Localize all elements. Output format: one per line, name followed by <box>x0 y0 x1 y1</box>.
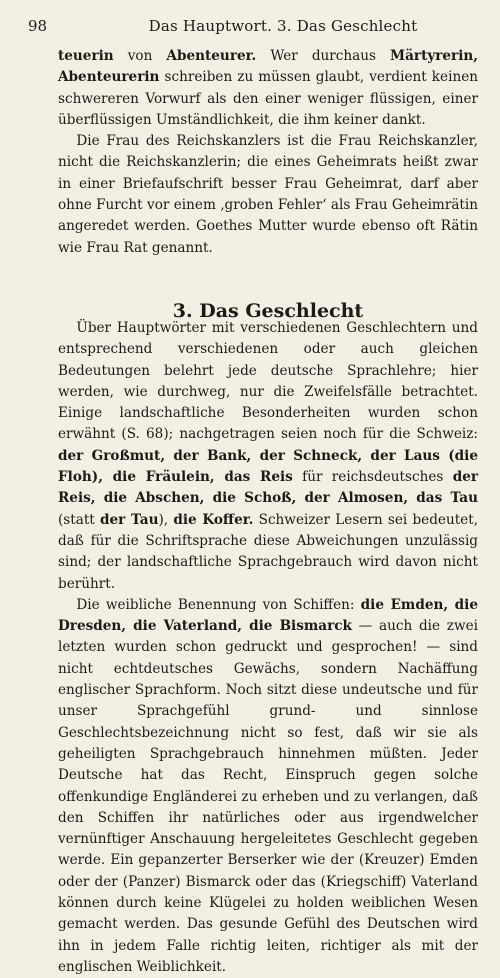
paragraph-3 <box>58 318 478 595</box>
text-run: Schweizer Lesern sei bedeutet, daß für die Schriftsprache diese Abweichungen unzulässig sind; der landschaftliche Sprachgebrauch wird davon nicht berührt. <box>58 511 479 592</box>
text-run: ), <box>158 511 174 528</box>
section-heading: 3. Das Geschlecht <box>172 300 364 322</box>
text-run: (statt <box>58 511 101 528</box>
paragraph-1 <box>58 46 478 131</box>
text-run: von <box>113 48 167 64</box>
text-block-top <box>58 46 478 259</box>
paragraph-4 <box>58 595 478 978</box>
bold-examples: der Großmut, der Bank, der Schneck, der Laus (die Floh), die Fräulein, das Reis <box>58 447 478 486</box>
text-run: — auch die zwei letzten wurden schon gedruckt und gesprochen! — sind nicht echtdeutsches Gewächs, sondern Nachäffung englischer Sprachform. Noch sitzt diese undeutsche und für unser Sprachgefühl grund- und sinnlose Geschlechtsbezeichnung nicht so fest, daß wir sie als geheiligten Sprachgebrauch hinnehmen müßten. Jeder Deutsche hat das Recht, Einspruch gegen solche offenkundige Engländerei zu erheben und zu verlangen, daß den Schiffen ihr natürliches oder aus irgendwelcher vernünftiger Anschauung hergeleitetes Geschlecht gegeben werde. Ein gepanzerter Berserker wie der (Kreuzer) Emden oder der (Panzer) Bismarck oder das (Kriegschiff) Vaterland können durch keine Klügelei zu holden weiblichen Wesen gemacht werden. Das gesunde Gefühl des Deutschen wird ihn in jedem Falle richtig leiten, richtiger als mit der englischen Weiblichkeit. <box>58 618 478 975</box>
page-header <box>28 12 478 40</box>
text-run: für reichsdeutsches <box>292 469 453 486</box>
running-title: Das Hauptwort. 3. Das Geschlecht <box>148 17 418 35</box>
paragraph-2: Die Frau des Reichskanzlers ist die Frau Reichskanzler, nicht die Reichskanzlerin; die eines Geheimrats heißt zwar in einer Briefaufschrift besser Frau Geheimrat, darf aber ohne Furcht vor einem ‚groben Fehler‘ als Frau Geheimrätin angeredet werden. Goethes Mutter wurde ebenso oft Rätin wie Frau Rat genannt. <box>58 133 478 256</box>
text-block-section <box>58 318 478 978</box>
bold-word: Märtyrerin, Abenteurerin <box>58 48 478 86</box>
bold-ship-names: die Emden, die Dresden, die Vaterland, die Bismarck <box>58 596 478 635</box>
bold-word: teuerin <box>58 48 114 64</box>
page-number: 98 <box>28 17 48 35</box>
bold-examples: die Koffer. <box>173 511 254 528</box>
text-run: Wer durchaus <box>256 48 391 64</box>
text-run: Die weibliche Benennung von Schiffen: <box>76 596 361 613</box>
text-run: Über Hauptwörter mit verschiedenen Geschlechtern und entsprechend verschiedenen oder auch gleichen Bedeutungen belehrt jede deutsche Sprachlehre; hier werden, wie durchweg, nur die Zweifelsfälle betrachtet. Einige landschaftliche Besonderheiten wurden schon erwähnt (S. 68); nachgetragen seien noch für die Schweiz: <box>58 320 478 443</box>
bold-examples: der Reis, die Abschen, die Schoß, der Almosen, das Tau <box>58 469 479 507</box>
bold-examples: der Tau <box>100 511 159 528</box>
text-run: schreiben zu müssen glaubt, verdient keinen schwereren Vorwurf als den einer weniger flüssigen, einer überflüssigen Umständlichkeit, die ihm keiner dankt. <box>58 69 478 128</box>
bold-word: Abenteurer. <box>166 48 257 64</box>
